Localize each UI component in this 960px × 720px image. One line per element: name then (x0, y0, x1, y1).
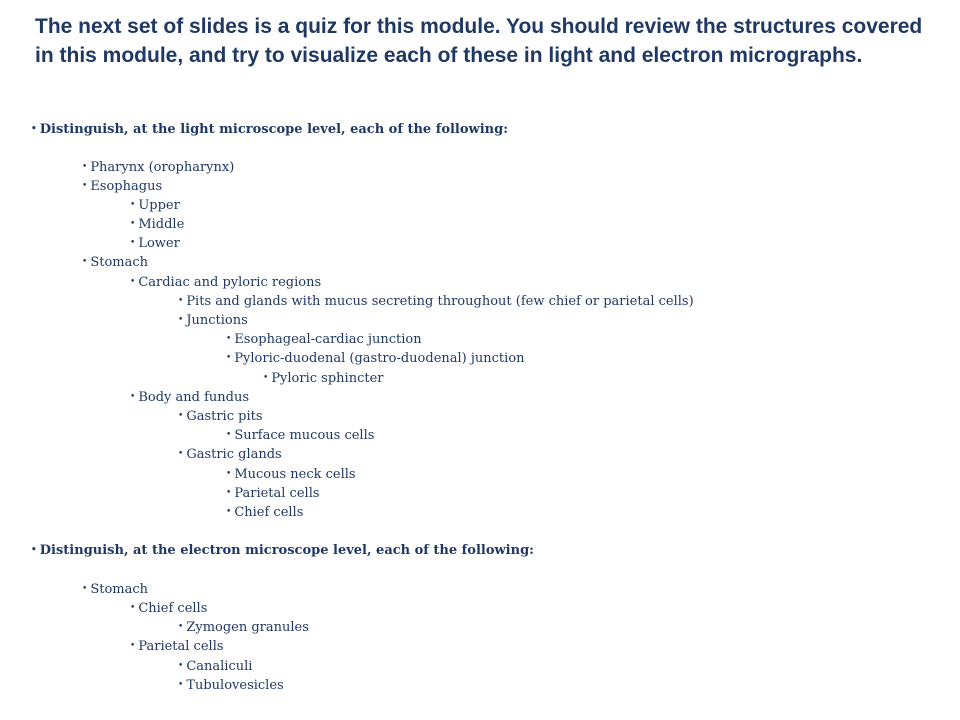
outline-item (82, 254, 148, 271)
outline-item (178, 408, 263, 425)
outline-item-text: Cardiac and pyloric regions (138, 275, 322, 290)
outline-item (130, 216, 184, 233)
bullet-icon: • (31, 545, 37, 555)
bullet-icon: • (82, 257, 88, 267)
outline-item-text: Zymogen granules (186, 620, 309, 635)
bullet-icon: • (130, 392, 136, 402)
outline-item-text: Pyloric sphincter (271, 371, 384, 386)
bullet-icon: • (82, 162, 88, 172)
bullet-icon: • (178, 411, 184, 421)
outline-item-text: Canaliculi (186, 659, 253, 674)
outline-item-text: Parietal cells (234, 486, 320, 501)
outline-item (82, 159, 234, 176)
bullet-icon: • (263, 373, 269, 383)
bullet-icon: • (130, 219, 136, 229)
bullet-icon: • (178, 622, 184, 632)
outline-item (226, 504, 303, 521)
outline-item-text: Parietal cells (138, 639, 224, 654)
outline-item (178, 619, 309, 636)
outline-item-text: Mucous neck cells (234, 467, 356, 482)
bullet-icon: • (178, 296, 184, 306)
outline-item-text: Lower (138, 236, 180, 251)
outline-item-text: Pharynx (oropharynx) (90, 160, 235, 175)
bullet-icon: • (178, 449, 184, 459)
outline-item (226, 427, 374, 444)
outline-item (226, 350, 525, 367)
outline-item-text: Gastric glands (186, 447, 282, 462)
bullet-icon: • (130, 200, 136, 210)
bullet-icon: • (226, 488, 232, 498)
outline-item (82, 581, 148, 598)
outline-item (178, 658, 252, 675)
outline-item-text: Surface mucous cells (234, 428, 375, 443)
bullet-icon: • (82, 584, 88, 594)
bullet-icon: • (82, 181, 88, 191)
outline-item-text: Chief cells (234, 505, 304, 520)
outline-item-text: Distinguish, at the light microscope level, each of the following: (39, 122, 509, 137)
outline-heading-electron (31, 542, 534, 559)
outline-item (178, 293, 694, 310)
outline-item-text: Distinguish, at the electron microscope level, each of the following: (39, 543, 534, 558)
bullet-icon: • (226, 469, 232, 479)
outline-item (263, 370, 383, 387)
outline-item-text: Junctions (186, 313, 248, 328)
outline-item (226, 485, 320, 502)
bullet-icon: • (130, 603, 136, 613)
outline-item (82, 178, 162, 195)
slide-title: The next set of slides is a quiz for this module. You should review the structures covered in this module, and try to visualize each of these in light and electron micrographs. (35, 15, 923, 67)
bullet-icon: • (130, 277, 136, 287)
outline-heading-light (31, 121, 508, 138)
outline-item-text: Gastric pits (186, 409, 263, 424)
outline-item-text: Upper (138, 198, 180, 213)
outline-item (130, 389, 249, 406)
outline-item (178, 312, 248, 329)
outline-item-text: Stomach (90, 582, 148, 597)
outline-item-text: Tubulovesicles (186, 678, 284, 693)
outline-item-text: Body and fundus (138, 390, 249, 405)
bullet-icon: • (178, 661, 184, 671)
outline-item-text: Stomach (90, 255, 148, 270)
outline-item (226, 331, 422, 348)
bullet-icon: • (226, 507, 232, 517)
outline-item (178, 446, 282, 463)
outline-item-text: Chief cells (138, 601, 208, 616)
outline-item-text: Middle (138, 217, 185, 232)
outline-item-text: Pyloric-duodenal (gastro-duodenal) junction (234, 351, 525, 366)
bullet-icon: • (130, 238, 136, 248)
outline-item (226, 466, 356, 483)
bullet-icon: • (178, 315, 184, 325)
bullet-icon: • (178, 680, 184, 690)
outline-item (130, 638, 224, 655)
outline-item (130, 197, 180, 214)
outline-item-text: Esophagus (90, 179, 163, 194)
bullet-icon: • (226, 334, 232, 344)
bullet-icon: • (31, 124, 37, 134)
bullet-icon: • (226, 430, 232, 440)
outline-item-text: Pits and glands with mucus secreting throughout (few chief or parietal cells) (186, 294, 694, 309)
bullet-icon: • (226, 353, 232, 363)
outline-item (130, 274, 321, 291)
bullet-icon: • (130, 641, 136, 651)
outline-item (130, 235, 180, 252)
outline-item (130, 600, 207, 617)
outline-item-text: Esophageal-cardiac junction (234, 332, 422, 347)
outline-item (178, 677, 284, 694)
